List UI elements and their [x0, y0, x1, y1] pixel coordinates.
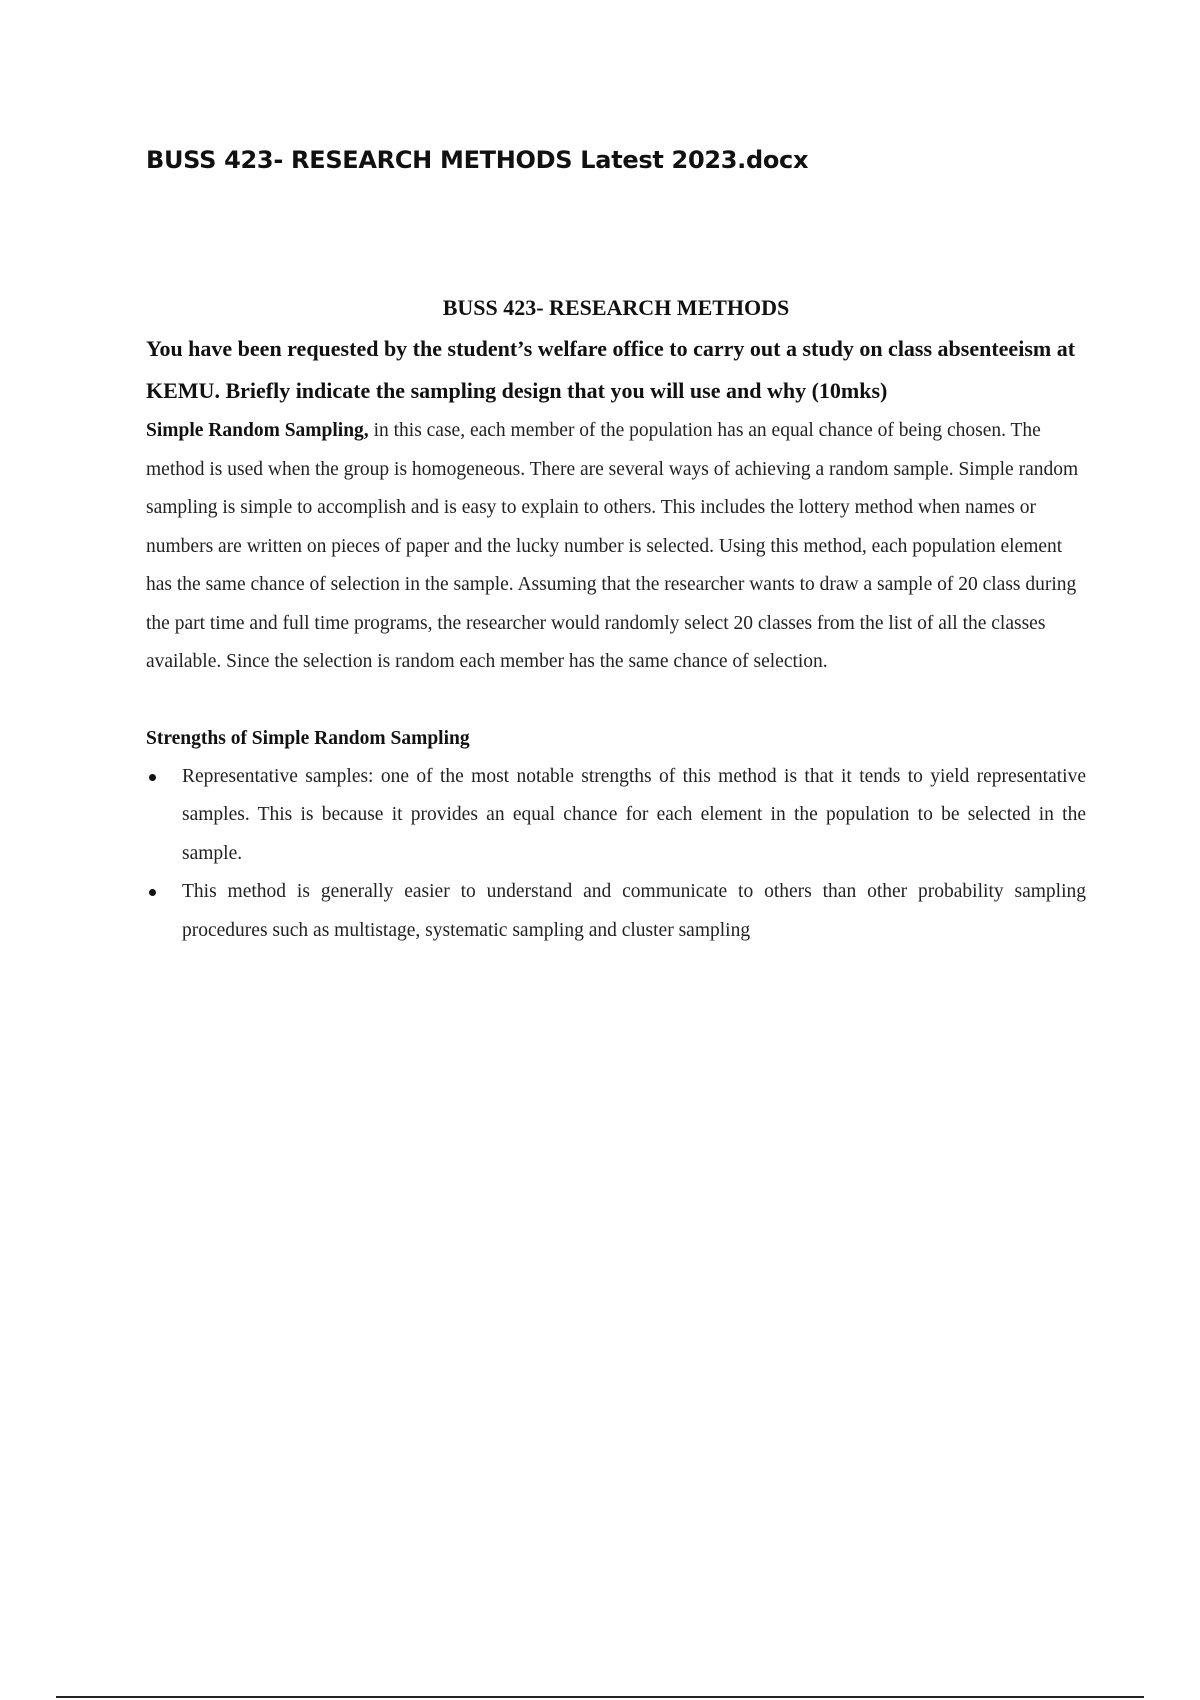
list-item — [146, 873, 1086, 950]
answer-body: in this case, each member of the population has an equal chance of being chosen. The method is used when the group is homogeneous. There are several ways of achieving a random sample. Simple random sampling is simple to accomplish and is easy to explain to others. This includes the lottery method when names or numbers are written on pieces of paper and the lucky number is selected. Using this method, each population element has the same chance of selection in the sample. Assuming that the researcher wants to draw a sample of 20 class during the part time and full time programs, the researcher would randomly select 20 classes from the list of all the classes available. Since the selection is random each member has the same chance of selection. — [146, 420, 1079, 672]
list-item — [146, 758, 1086, 874]
bullet-icon — [149, 774, 156, 781]
bullet-icon — [149, 889, 156, 896]
document-body — [146, 290, 1086, 950]
strengths-heading: Strengths of Simple Random Sampling — [146, 727, 470, 749]
strength-text: Representative samples: one of the most notable strengths of this method is that it tends to yield representative samples. This is because it provides an equal chance for each element in the population to be selected in the sample. — [182, 765, 1086, 864]
document-heading: BUSS 423- RESEARCH METHODS — [442, 295, 790, 320]
strength-text: This method is generally easier to understand and communicate to others than other probability sampling procedures such as multistage, systematic sampling and cluster sampling — [182, 881, 1086, 941]
question-text: You have been requested by the student’s welfare office to carry out a study on class absenteeism at KEMU. Briefly indicate the sampling design that you will use and why (10mks) — [146, 336, 1076, 403]
file-title: BUSS 423- RESEARCH METHODS Latest 2023.docx — [146, 146, 809, 174]
page-divider — [56, 1696, 1144, 1698]
answer-lead: Simple Random Sampling, — [146, 420, 369, 441]
strengths-list — [146, 758, 1086, 951]
answer-paragraph — [146, 412, 1086, 682]
